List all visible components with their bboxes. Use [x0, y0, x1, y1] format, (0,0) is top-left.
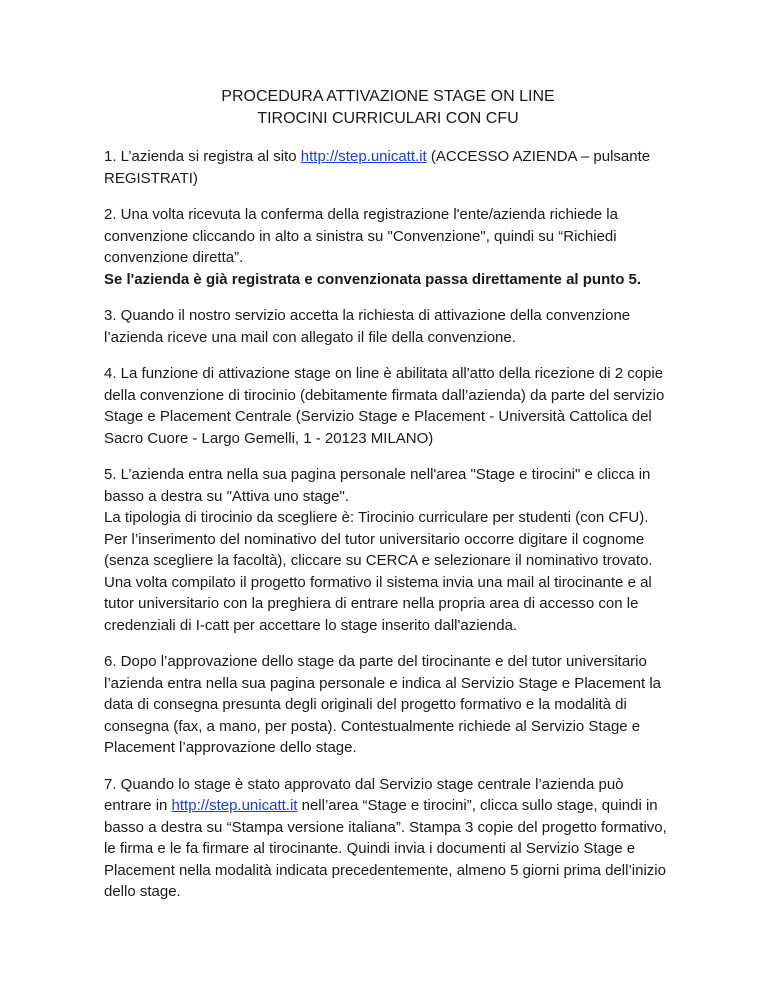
step-7-link[interactable]: http://step.unicatt.it: [171, 797, 298, 814]
step-5-line-2: La tipologia di tirocinio da scegliere è: Tirocinio curriculare per studenti (con CFU).: [104, 509, 649, 526]
step-5-line-3: Per l’inserimento del nominativo del tutor universitario occorre digitare il cognome (senza scegliere la facoltà), cliccare su CERCA e selezionare il nominativo trovato.: [104, 530, 653, 569]
step-7-text: [104, 774, 672, 903]
step-7-before: 7. Quando lo stage è stato approvato dal Servizio stage centrale l’azienda può entrare in: [104, 775, 624, 814]
document-title: [104, 86, 672, 130]
step-3-text: 3. Quando il nostro servizio accetta la richiesta di attivazione della convenzione l’azienda riceve una mail con allegato il file della convenzione.: [104, 307, 631, 346]
step-1-before: 1. L’azienda si registra al sito: [104, 148, 301, 165]
step-1-after: (ACCESSO AZIENDA – pulsante REGISTRATI): [104, 148, 651, 187]
title-line-2: TIROCINI CURRICULARI CON CFU: [257, 110, 519, 127]
step-5-line-1: 5. L’azienda entra nella sua pagina personale nell'area "Stage e tirocini" e clicca in basso a destra su "Attiva uno stage".: [104, 466, 651, 505]
step-4-text: 4. La funzione di attivazione stage on line è abilitata all'atto della ricezione di 2 copie della convenzione di tirocinio (debitamente firmata dall’azienda) da parte del servizio Stage e Placement Centrale (Servizio Stage e Placement - Università Cattolica del Sacro Cuore - Largo Gemelli, 1 - 20123 MILANO): [104, 365, 665, 447]
step-2-text: 2. Una volta ricevuta la conferma della registrazione l'ente/azienda richiede la convenzione cliccando in alto a sinistra su "Convenzione", quindi su “Richiedi convenzione diretta”.: [104, 206, 618, 266]
step-5-line-4: Una volta compilato il progetto formativo il sistema invia una mail al tirocinante e al tutor universitario con la preghiera di entrare nella propria area di accesso con le credenziali di I-catt per accettare lo stage inserito dall'azienda.: [104, 573, 652, 634]
title-line-1: PROCEDURA ATTIVAZIONE STAGE ON LINE: [221, 88, 555, 105]
step-1: [104, 146, 672, 189]
step-4: [104, 363, 672, 449]
step-2: [104, 204, 672, 290]
step-1-text: [104, 146, 672, 189]
step-6: [104, 651, 672, 759]
step-6-text: 6. Dopo l’approvazione dello stage da parte del tirocinante e del tutor universitario l’azienda entra nella sua pagina personale e indica al Servizio Stage e Placement la data di consegna presunta degli originali del progetto formativo e la modalità di consegna (fax, a mano, per posta). Contestualmente richiede al Servizio Stage e Placement l’approvazione dello stage.: [104, 653, 662, 756]
step-7: [104, 774, 672, 903]
step-5: [104, 464, 672, 636]
step-3: [104, 305, 672, 348]
step-7-after: nell’area “Stage e tirocini”, clicca sullo stage, quindi in basso a destra su “Stampa versione italiana”. Stampa 3 copie del progetto formativo, le firma e le fa firmare al tirocinante. Quindi invia i documenti al Servizio Stage e Placement nella modalità indicata precedentemente, almeno 5 giorni prima dell’inizio dello stage.: [104, 797, 667, 900]
step-2-bold-note: Se l'azienda è già registrata e convenzionata passa direttamente al punto 5.: [104, 270, 642, 288]
step-1-link[interactable]: http://step.unicatt.it: [300, 148, 427, 165]
